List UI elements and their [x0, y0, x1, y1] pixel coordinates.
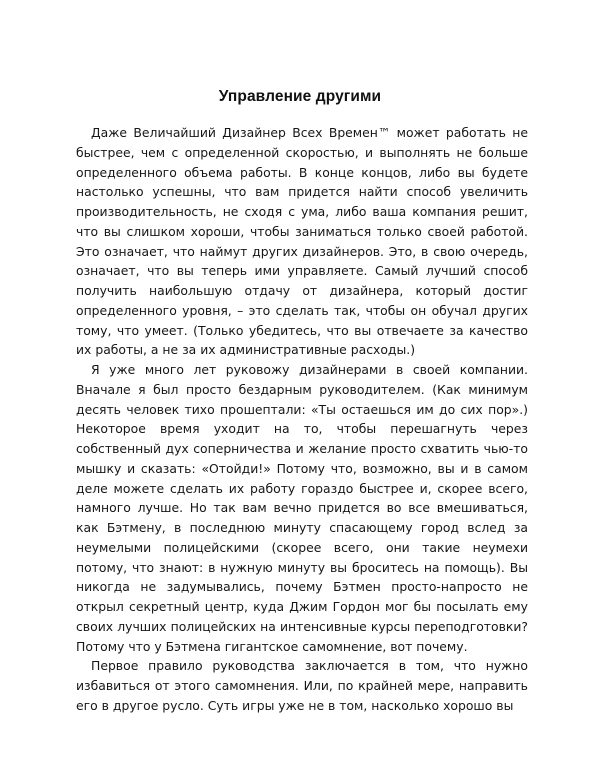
paragraph: Даже Величайший Дизайнер Всех Времен™ может работать не быстрее, чем с определенной скоростью, и выполнять не больше определенного объема работы. В конце концов, либо вы будете настолько успешны, что вам придется найти способ увеличить производительность, не сходя с ума, либо ваша компания решит, что вы слишком хороши, чтобы заниматься только своей работой. Это означает, что наймут других дизайнеров. Это, в свою очередь, означает, что вы теперь ими управляете. Самый лучший способ получить наибольшую отдачу от дизайнера, который достиг определенного уровня, – это сделать так, чтобы он обучал других тому, что умеет. (Только убедитесь, что вы отвечаете за качество их работы, а не за их административные расходы.)	[76, 125, 528, 358]
paragraph: Я уже много лет руковожу дизайнерами в своей компании. Вначале я был просто бездарным руководителем. (Как минимум десять человек тихо прошептали: «Ты остаешься им до сих пор».) Некоторое время уходит на то, чтобы перешагнуть через собственный дух соперничества и желание просто схватить чью-то мышку и сказать: «Отойди!» Потому что, возможно, вы и в самом деле можете сделать их работу гораздо быстрее и, скорее всего, намного лучше. Но так вам вечно придется во все вмешиваться, как Бэтмену, в последнюю минуту спасающему город вслед за неумелыми полицейскими (скорее всего, они такие неумехи потому, что знают: в нужную минуту вы броситесь на помощь). Вы никогда не задумывались, почему Бэтмен просто-напросто не открыл секретный центр, куда Джим Гордон мог бы посылать ему своих лучших полицейских на интенсивные курсы переподготовки? Потому что у Бэтмена гигантское самомнение, вот почему.	[76, 362, 528, 654]
body-text	[76, 123, 528, 716]
paragraph: Первое правило руководства заключается в том, что нужно избавиться от этого самомнения. Или, по крайней мере, направить его в другое русло. Суть игры уже не в том, насколько хорошо вы	[76, 658, 528, 713]
section-heading: Управление другими	[218, 88, 382, 105]
